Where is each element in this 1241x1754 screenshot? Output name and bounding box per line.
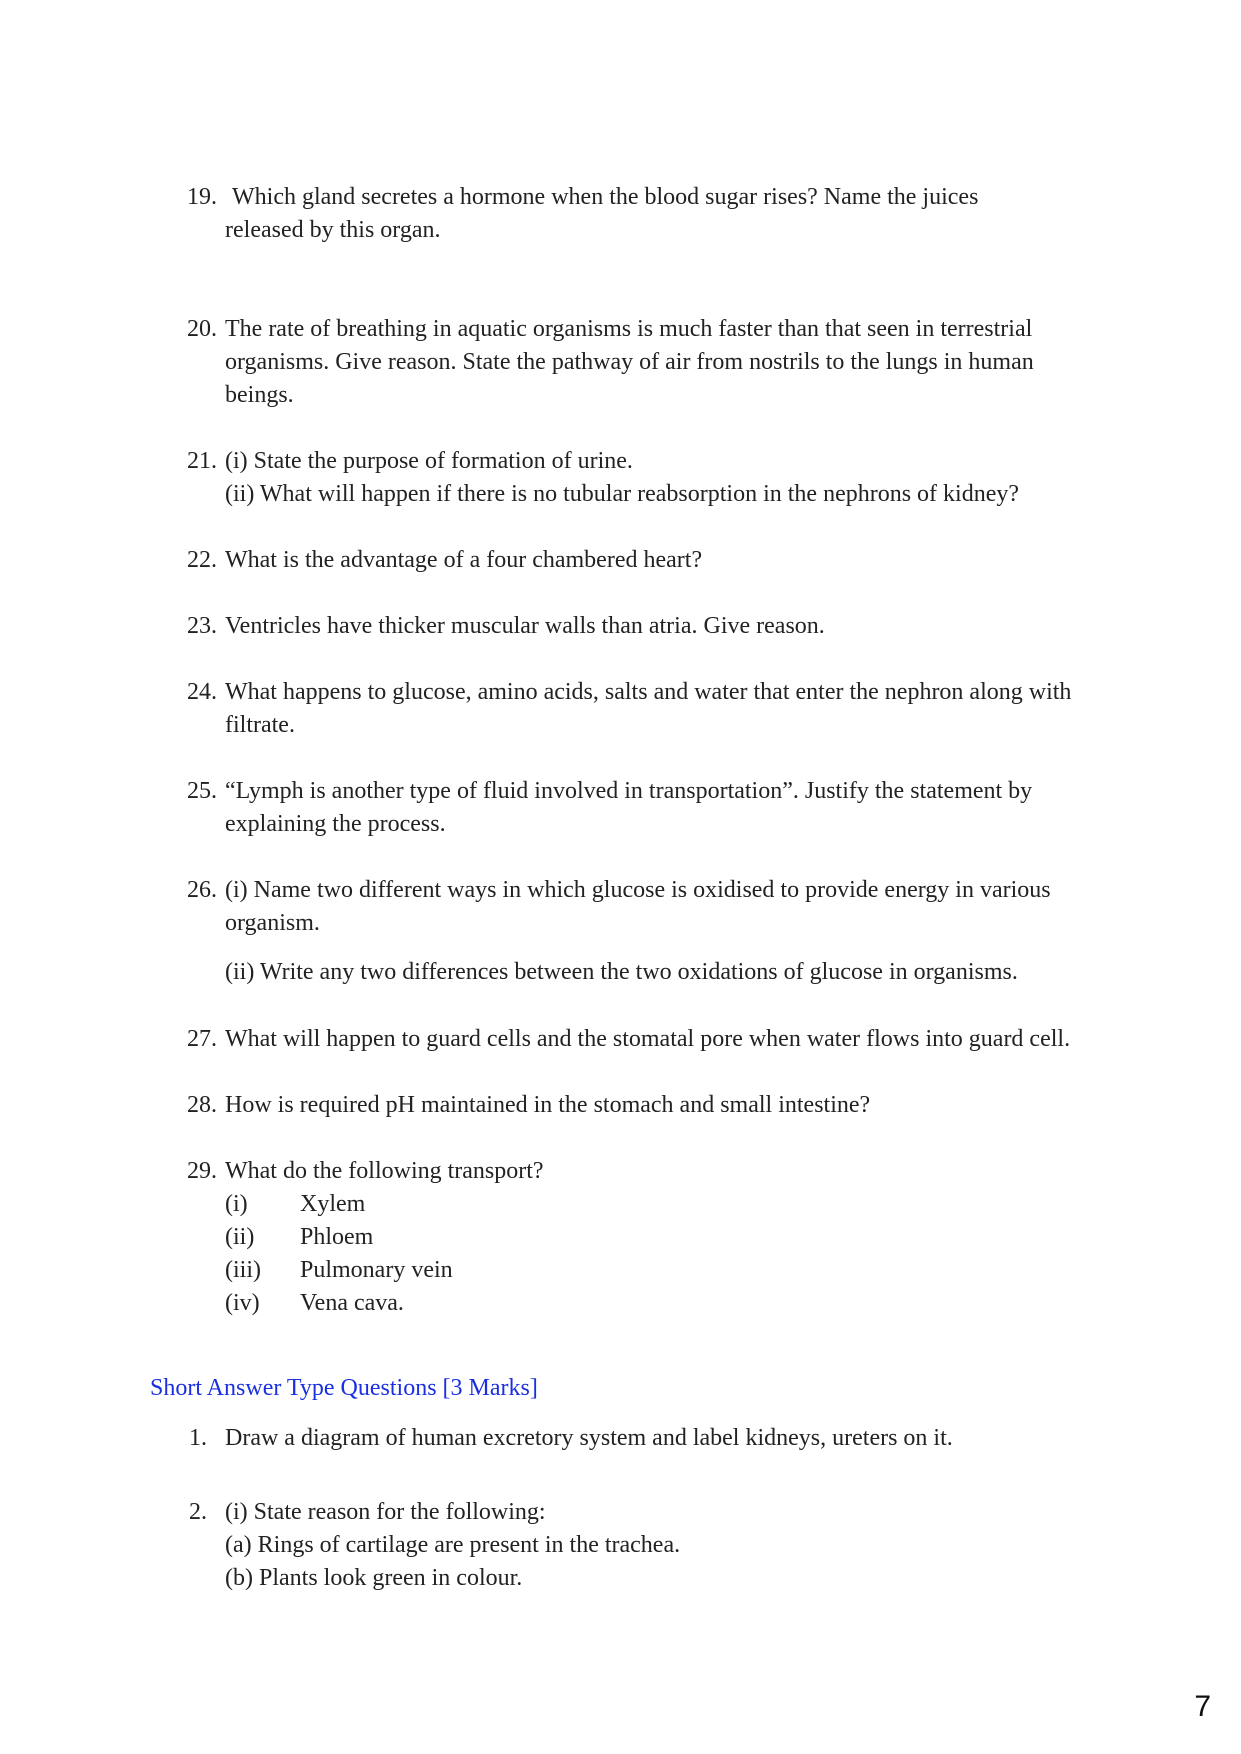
item-text: Xylem [300,1191,366,1217]
item-text: Pulmonary vein [300,1257,453,1283]
question-text: organisms. Give reason. State the pathway of air from nostrils to the lungs in human [225,349,1034,375]
question-subpart: (ii) Write any two differences between the two oxidations of glucose in organisms. [225,959,1018,985]
section-question-2 [187,1496,1087,1595]
question-text: (a) Rings of cartilage are present in the trachea. [225,1532,681,1558]
question-number: 1. [189,1425,207,1451]
item-text: Phloem [300,1224,374,1250]
item-roman: (i) [225,1191,248,1217]
question-number: 25. [187,778,217,804]
question-text: What happens to glucose, amino acids, salts and water that enter the nephron along with [225,679,1072,705]
question-text: Ventricles have thicker muscular walls than atria. Give reason. [225,613,825,639]
question-number: 29. [187,1158,217,1184]
question-26 [187,874,1087,989]
question-text: The rate of breathing in aquatic organisms is much faster than that seen in terrestrial [225,316,1033,342]
question-28 [187,1089,1087,1122]
question-text: (i) State reason for the following: [225,1499,546,1525]
page-number: 7 [1194,1690,1211,1723]
question-number: 21. [187,448,217,474]
question-text: (ii) What will happen if there is no tubular reabsorption in the nephrons of kidney? [225,481,1020,507]
question-number: 2. [189,1499,207,1525]
list-item [225,1254,1087,1287]
question-number: 27. [187,1026,217,1052]
question-text: “Lymph is another type of fluid involved in transportation”. Justify the statement by [225,778,1033,804]
question-19 [187,181,1087,247]
question-21 [187,445,1087,511]
question-number: 23. [187,613,217,639]
question-text: What do the following transport? [225,1158,544,1184]
question-number: 19. [187,184,217,210]
question-text: explaining the process. [225,811,446,837]
item-roman: (iii) [225,1257,261,1283]
question-text: Which gland secretes a hormone when the blood sugar rises? Name the juices [232,184,979,210]
question-number: 28. [187,1092,217,1118]
question-23 [187,610,1087,643]
question-text: What will happen to guard cells and the stomatal pore when water flows into guard cell. [225,1026,1071,1052]
question-text: (i) State the purpose of formation of urine. [225,448,633,474]
question-number: 26. [187,877,217,903]
question-text: Draw a diagram of human excretory system and label kidneys, ureters on it. [225,1425,953,1451]
question-29 [187,1155,1087,1320]
item-roman: (iv) [225,1290,260,1316]
section-heading: Short Answer Type Questions [3 Marks] [150,1375,538,1401]
question-25 [187,775,1087,841]
question-27 [187,1023,1107,1056]
question-number: 22. [187,547,217,573]
question-text: (i) Name two different ways in which glucose is oxidised to provide energy in various [225,877,1051,903]
section-question-1 [187,1422,1087,1455]
question-22 [187,544,1087,577]
question-number: 24. [187,679,217,705]
list-item [225,1287,1087,1320]
question-text: organism. [225,910,320,936]
question-text: How is required pH maintained in the stomach and small intestine? [225,1092,871,1118]
question-text: What is the advantage of a four chambered heart? [225,547,703,573]
question-text: filtrate. [225,712,295,738]
question-text: (b) Plants look green in colour. [225,1565,523,1591]
question-text: released by this organ. [225,217,441,243]
item-text: Vena cava. [300,1290,404,1316]
question-number: 20. [187,316,217,342]
list-item [225,1221,1087,1254]
item-roman: (ii) [225,1224,255,1250]
list-item [225,1188,1087,1221]
question-24 [187,676,1087,742]
question-text: beings. [225,382,294,408]
question-20 [187,313,1087,412]
